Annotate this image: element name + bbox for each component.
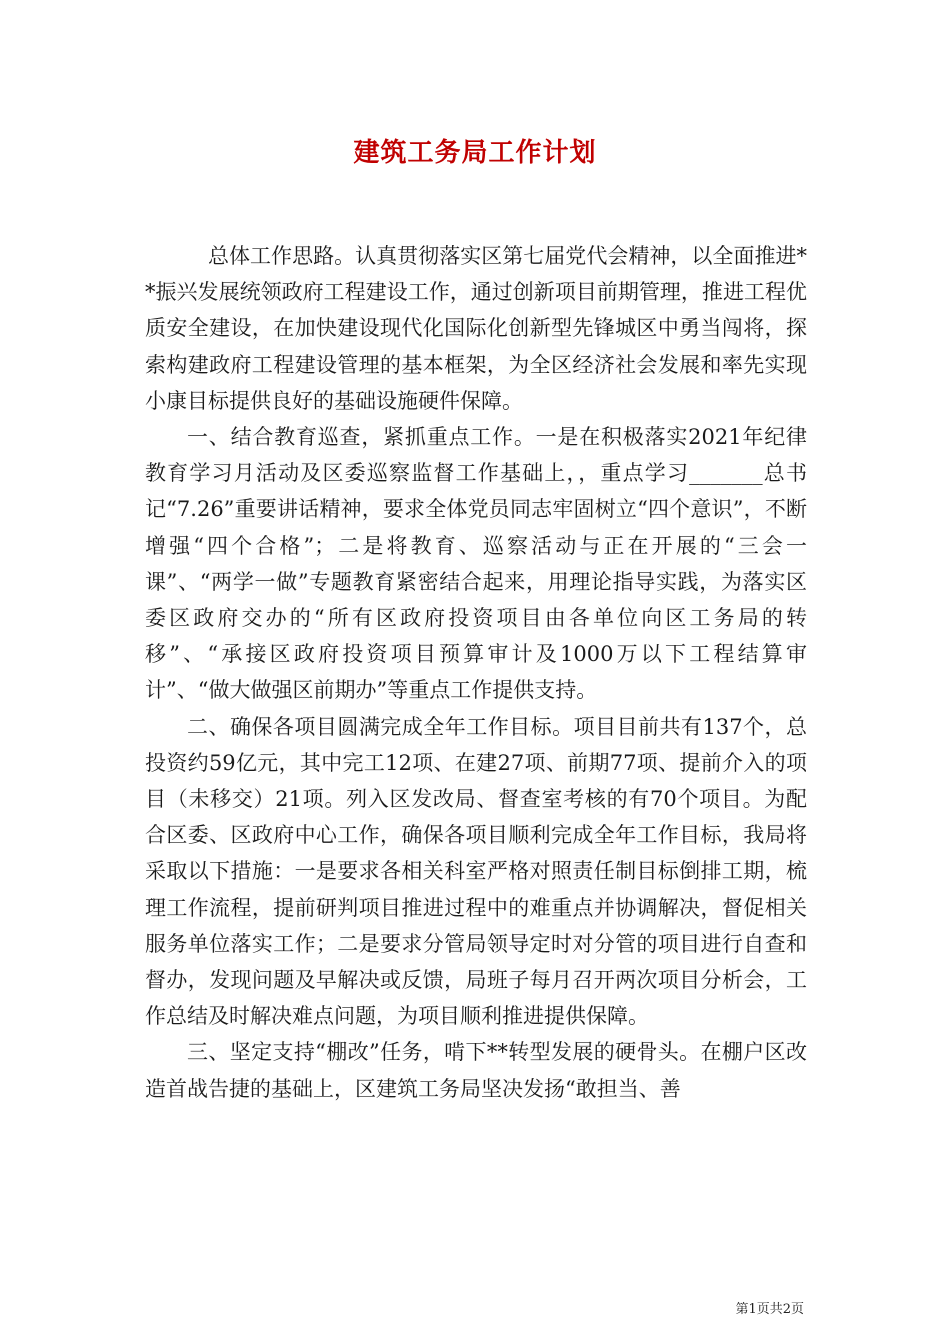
paragraph-overview: 总体工作思路。认真贯彻落实区第七届党代会精神，以全面推进**振兴发展统领政府工程建设工作，通过创新项目前期管理，推进工程优质安全建设，在加快建设现代化国际化创新型先锋城区中勇当闯将，探索构建政府工程建设管理的基本框架，为全区经济社会发展和率先实现小康目标提供良好的基础设施硬件保障。	[145, 244, 807, 413]
paragraph-section-1: 一、结合教育巡查，紧抓重点工作。一是在积极落实2021年纪律教育学习月活动及区委巡察监督工作基础上，，重点学习_______总书记“7.26”重要讲话精神，要求全体党员同志牢固树立“四个意识”，不断增强“四个合格”；二是将教育、巡察活动与正在开展的“三会一课”、“两学一做”专题教育紧密结合起来，用理论指导实践，为落实区委区政府交办的“所有区政府投资项目由各单位向区工务局的转移”、“承接区政府投资项目预算审计及1000万以下工程结算审计”、“做大做强区前期办”等重点工作提供支持。	[145, 425, 807, 703]
paragraph-section-2: 二、确保各项目圆满完成全年工作目标。项目目前共有137个，总投资约59亿元，其中完工12项、在建27项、前期77项、提前介入的项目（未移交）21项。列入区发改局、督查室考核的有70个项目。为配合区委、区政府中心工作，确保各项目顺利完成全年工作目标，我局将采取以下措施：一是要求各相关科室严格对照责任制目标倒排工期，梳理工作流程，提前研判项目推进过程中的难重点并协调解决，督促相关服务单位落实工作；二是要求分管局领导定时对分管的项目进行自查和督办，发现问题及早解决或反馈，局班子每月召开两次项目分析会，工作总结及时解决难点问题，为项目顺利推进提供保障。	[145, 714, 807, 1029]
page-number: 第1页共2页	[735, 1302, 804, 1317]
document-body	[145, 238, 807, 1107]
page-title: 建筑工务局工作计划	[353, 138, 597, 168]
paragraph-section-3: 三、坚定支持“棚改”任务，啃下**转型发展的硬骨头。在棚户区改造首战告捷的基础上，区建筑工务局坚决发扬“敢担当、善	[145, 1040, 807, 1101]
